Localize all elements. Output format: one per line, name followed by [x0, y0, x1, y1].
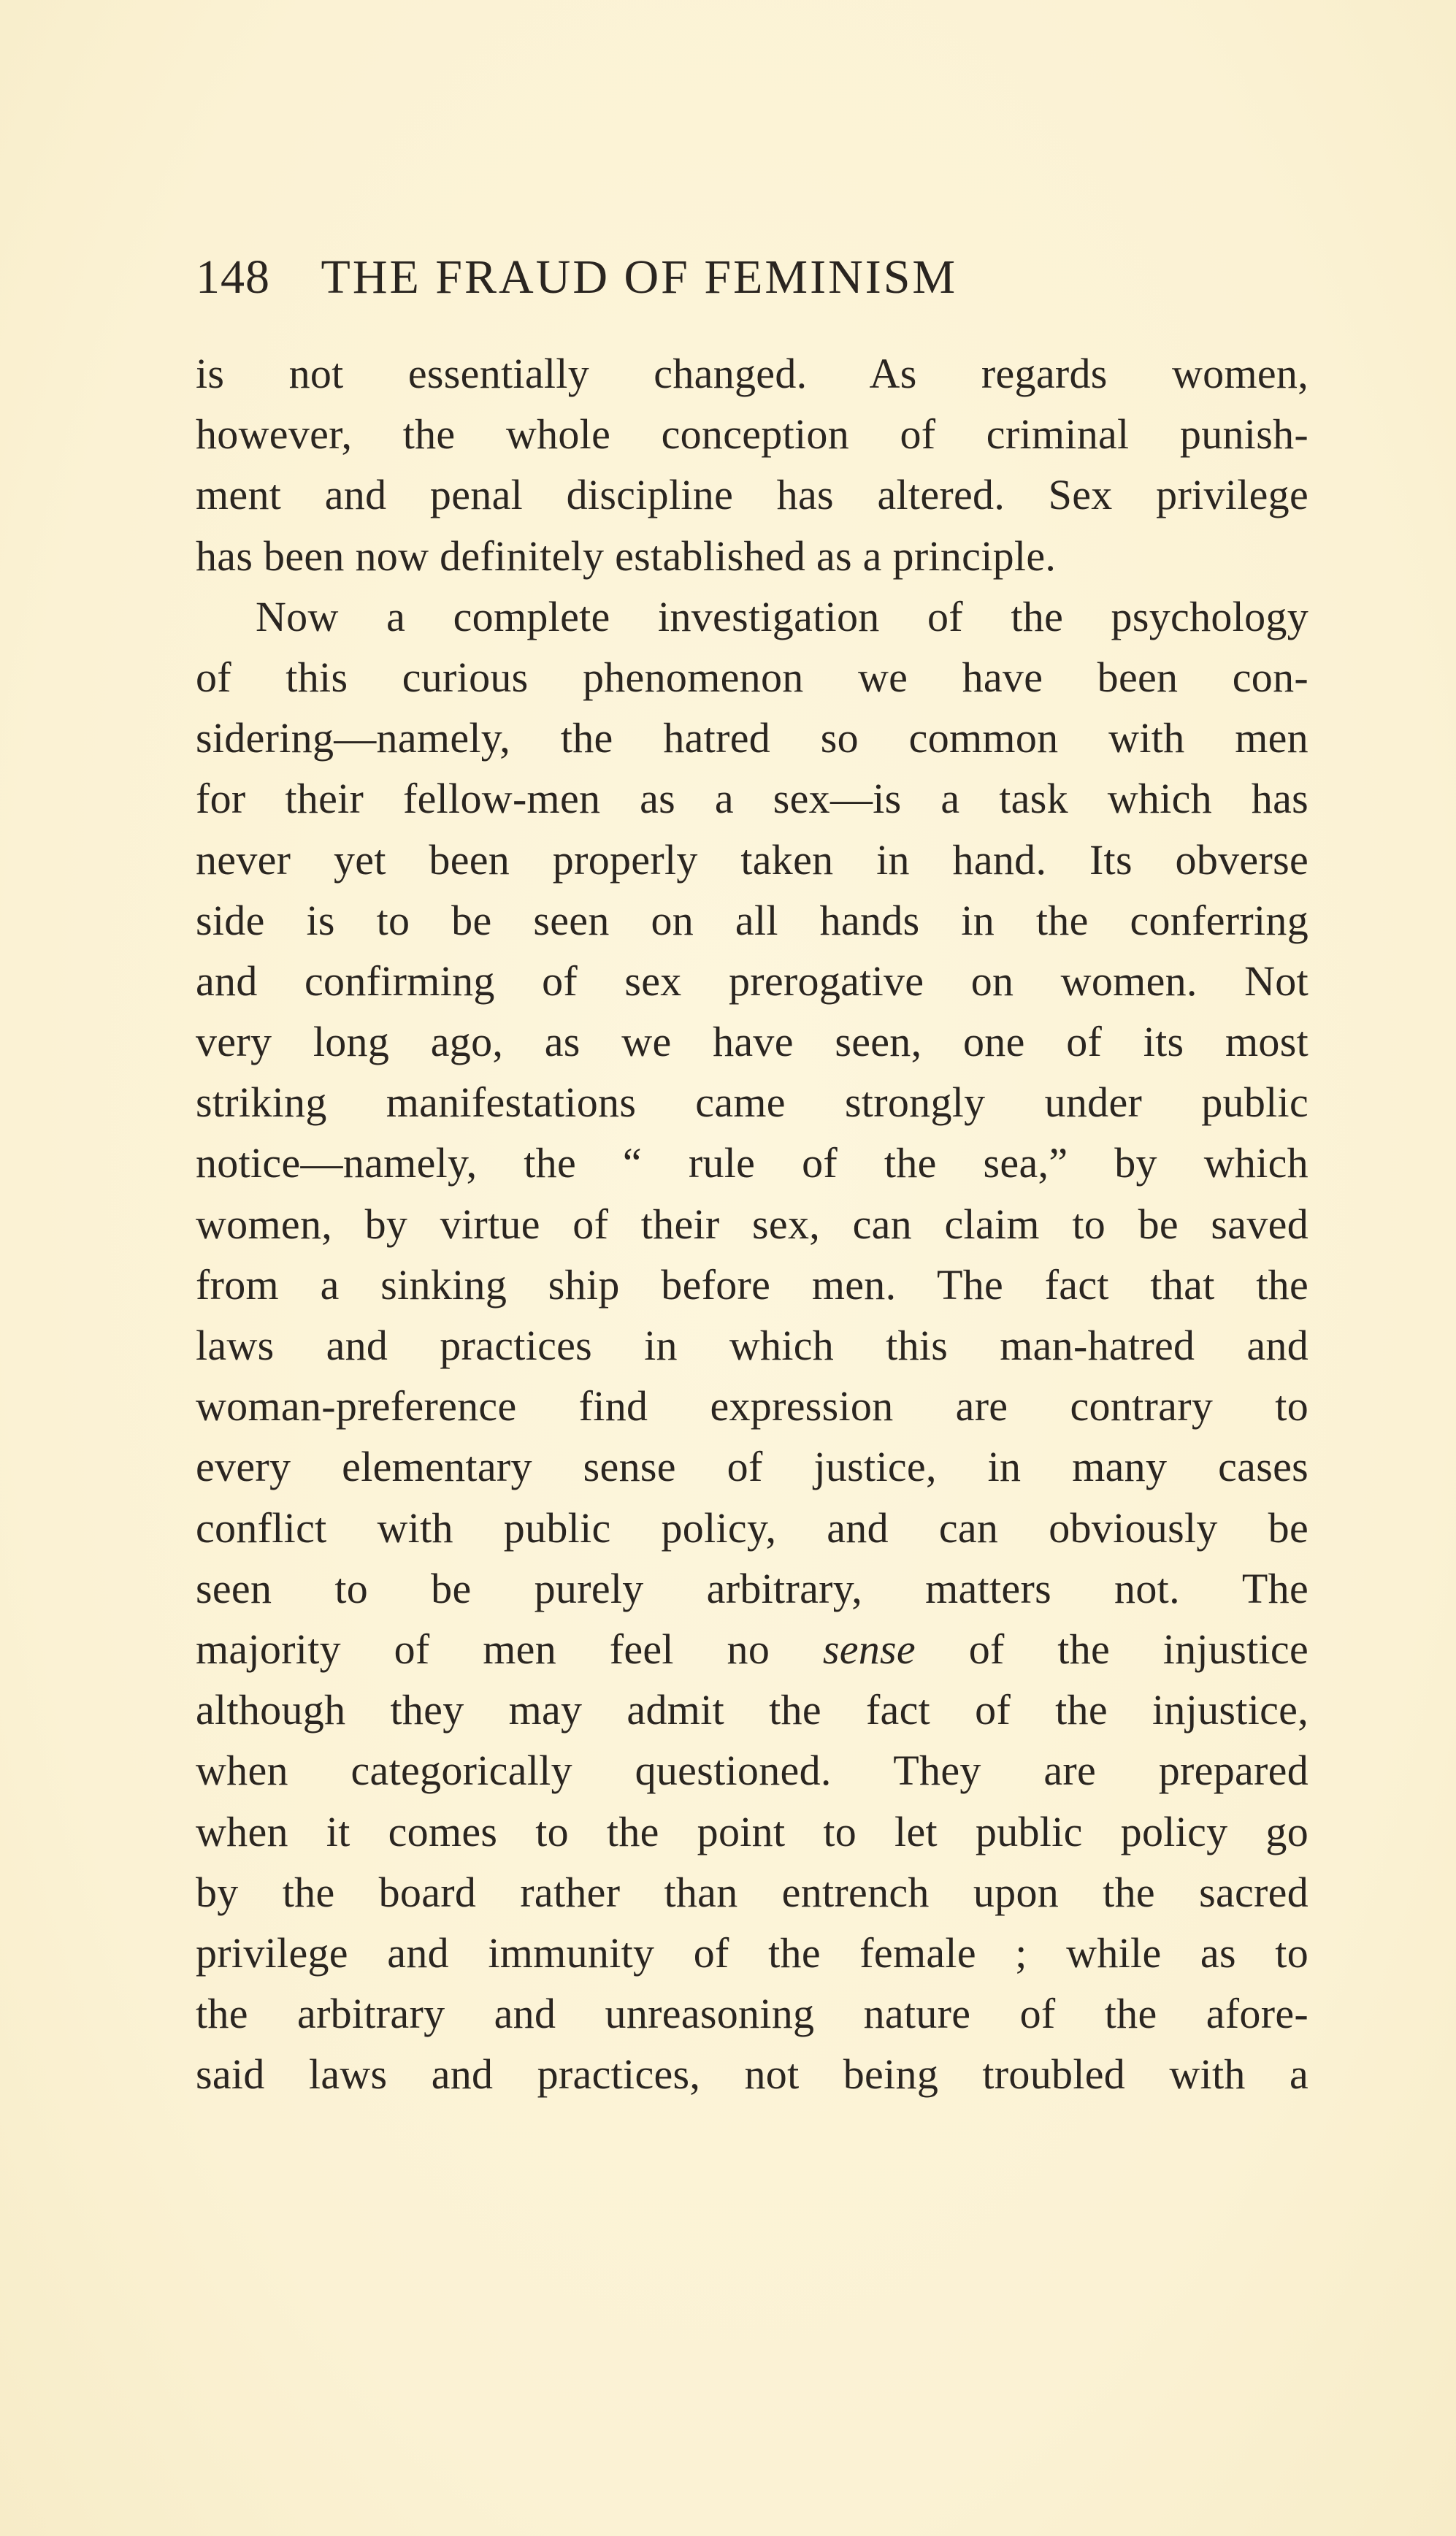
text-line: every elementary sense of justice, in many cases	[196, 1443, 1309, 1491]
text-line: striking manifestations came strongly under public	[196, 1079, 1309, 1127]
text-line: ment and penal discipline has altered. Sex privilege	[196, 471, 1309, 519]
text-line: although they may admit the fact of the injustice,	[196, 1686, 1309, 1734]
text-line: said laws and practices, not being troubled with a	[196, 2050, 1309, 2099]
text-line: seen to be purely arbitrary, matters not. The	[196, 1564, 1309, 1612]
text-line: laws and practices in which this man-hatred and	[196, 1322, 1309, 1369]
text-line: conflict with public policy, and can obviously be	[196, 1503, 1309, 1552]
text-line: when categorically questioned. They are prepared	[196, 1747, 1309, 1795]
page-header	[196, 248, 1291, 307]
text-line: however, the whole conception of criminal punish-	[196, 410, 1309, 459]
text-line: from a sinking ship before men. The fact that the	[196, 1260, 1309, 1309]
text-line: by the board rather than entrench upon the sacred	[196, 1868, 1309, 1916]
text-line: has been now definitely established as a principle.	[196, 532, 1057, 580]
text-line: is not essentially changed. As regards women,	[196, 350, 1309, 397]
text-segment: of the injustice	[915, 1625, 1309, 1673]
text-line: when it comes to the point to let public policy go	[196, 1807, 1309, 1855]
text-line: side is to be seen on all hands in the conferring	[196, 896, 1309, 944]
text-line: very long ago, as we have seen, one of its most	[196, 1018, 1309, 1066]
text-line: woman-preference find expression are contrary to	[196, 1382, 1309, 1430]
body-text	[196, 343, 1309, 2104]
text-line: for their fellow-men as a sex—is a task which has	[196, 775, 1309, 823]
text-line: of this curious phenomenon we have been con-	[196, 653, 1309, 701]
text-line: women, by virtue of their sex, can claim to be saved	[196, 1200, 1309, 1248]
text-line: the arbitrary and unreasoning nature of the afore-	[196, 1990, 1309, 2038]
text-line: sidering—namely, the hatred so common with men	[196, 714, 1309, 762]
text-line: never yet been properly taken in hand. Its obverse	[196, 835, 1309, 884]
emphasized-word: sense	[822, 1625, 916, 1673]
text-line	[196, 1619, 1309, 1679]
text-line: and confirming of sex prerogative on women. Not	[196, 957, 1309, 1005]
text-line: privilege and immunity of the female ; while as to	[196, 1928, 1309, 1977]
running-title: THE FRAUD OF FEMINISM	[321, 250, 958, 304]
text-line: Now a complete investigation of the psychology	[256, 592, 1309, 640]
text-line: notice—namely, the “ rule of the sea,” by which	[196, 1139, 1309, 1187]
text-segment: majority of men feel no	[196, 1625, 823, 1673]
page-number: 148	[196, 250, 270, 304]
